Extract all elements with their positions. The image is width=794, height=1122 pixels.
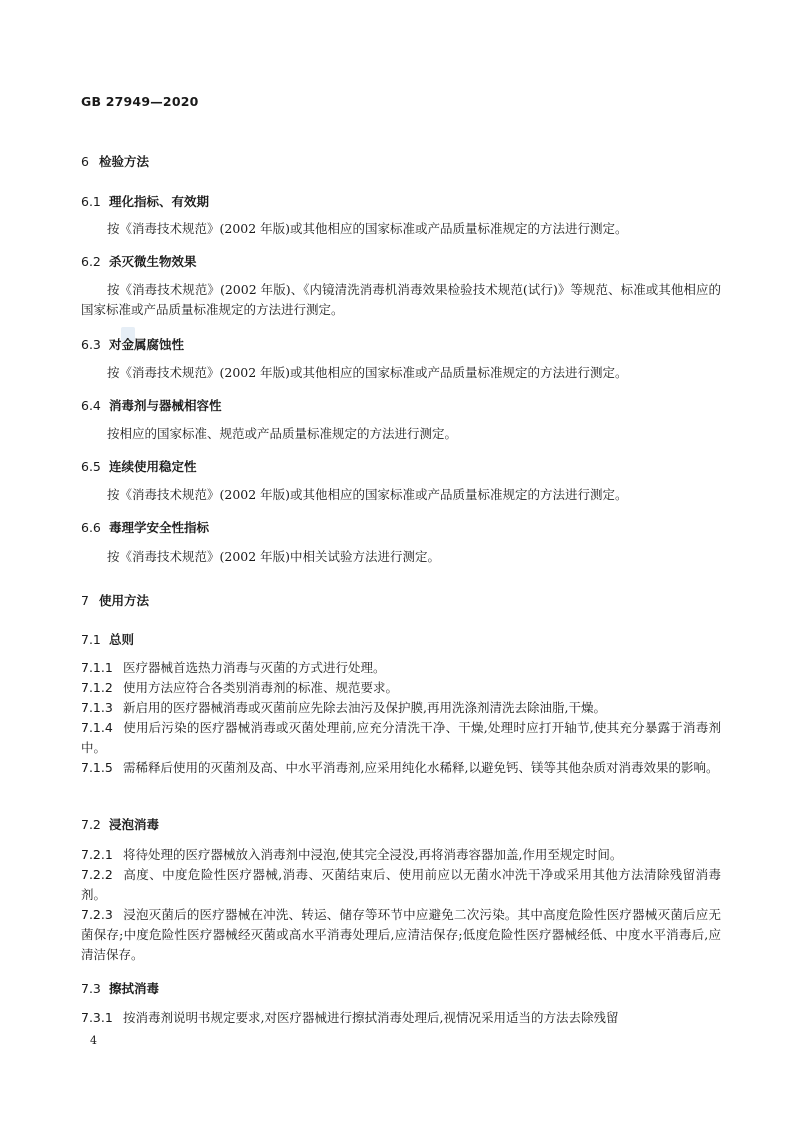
clause-7-1-1: [81, 658, 721, 678]
clause-7-2-1: [81, 845, 721, 865]
section-number: 6.3: [81, 337, 101, 352]
section-6-1-heading: [81, 192, 209, 210]
section-title: 对金属腐蚀性: [109, 337, 185, 352]
section-title: 浸泡消毒: [109, 817, 160, 832]
clause-7-2-3: [81, 905, 721, 965]
clause-text: 使用后污染的医疗器械消毒或灭菌处理前,应充分清洗干净、干燥,处理时应打开轴节,使其充分暴露于消毒剂中。: [81, 720, 721, 755]
section-number: 6.1: [81, 194, 101, 209]
section-title: 毒理学安全性指标: [109, 520, 210, 535]
section-7-1-heading: [81, 630, 134, 648]
clause-text: 医疗器械首选热力消毒与灭菌的方式进行处理。: [123, 660, 386, 675]
section-6-5-heading: [81, 457, 197, 475]
section-title: 杀灭微生物效果: [109, 254, 197, 269]
section-6-5-body: 按《消毒技术规范》(2002 年版)或其他相应的国家标准或产品质量标准规定的方法进行测定。: [107, 487, 628, 502]
section-6-heading: [81, 152, 149, 170]
clause-text: 按消毒剂说明书规定要求,对医疗器械进行擦拭消毒处理后,视情况采用适当的方法去除残留: [123, 1010, 619, 1025]
section-7-heading: [81, 591, 149, 609]
section-6-2-body: 按《消毒技术规范》(2002 年版)、《内镜清洗消毒机消毒效果检验技术规范(试行)》等规范、标准或其他相应的国家标准或产品质量标准规定的方法进行测定。: [81, 282, 721, 317]
clause-number: 7.1.1: [81, 660, 113, 675]
section-number: 7: [81, 593, 89, 608]
section-6-6-body: 按《消毒技术规范》(2002 年版)中相关试验方法进行测定。: [107, 549, 441, 564]
section-number: 7.2: [81, 817, 101, 832]
clause-number: 7.1.4: [81, 720, 113, 735]
clause-7-1-2: [81, 678, 721, 698]
clause-7-1-4: [81, 718, 721, 758]
clause-text: 需稀释后使用的灭菌剂及高、中水平消毒剂,应采用纯化水稀释,以避免钙、镁等其他杂质对消毒效果的影响。: [123, 760, 719, 775]
section-number: 7.1: [81, 632, 101, 647]
clause-number: 7.2.1: [81, 847, 113, 862]
clause-number: 7.1.3: [81, 700, 113, 715]
section-number: 7.3: [81, 981, 101, 996]
section-number: 6.5: [81, 459, 101, 474]
section-title: 擦拭消毒: [109, 981, 160, 996]
clause-text: 使用方法应符合各类别消毒剂的标准、规范要求。: [123, 680, 399, 695]
section-6-1-body: 按《消毒技术规范》(2002 年版)或其他相应的国家标准或产品质量标准规定的方法进行测定。: [107, 221, 628, 236]
clause-7-3-1: [81, 1008, 721, 1028]
section-6-4-heading: [81, 396, 222, 414]
clause-7-1-5: [81, 758, 721, 778]
clause-number: 7.2.3: [81, 907, 113, 922]
page-number: 4: [90, 1034, 97, 1047]
section-title: 总则: [109, 632, 135, 647]
section-6-3-heading: [81, 335, 184, 353]
section-title: 使用方法: [99, 593, 150, 608]
section-number: 6: [81, 154, 89, 169]
section-number: 6.6: [81, 520, 101, 535]
section-number: 6.2: [81, 254, 101, 269]
clause-text: 将待处理的医疗器械放入消毒剂中浸泡,使其完全浸没,再将消毒容器加盖,作用至规定时间。: [123, 847, 623, 862]
section-6-4-body: 按相应的国家标准、规范或产品质量标准规定的方法进行测定。: [107, 426, 458, 441]
clause-number: 7.2.2: [81, 867, 113, 882]
clause-text: 浸泡灭菌后的医疗器械在冲洗、转运、储存等环节中应避免二次污染。其中高度危险性医疗器械灭菌后应无菌保存;中度危险性医疗器械经灭菌或高水平消毒处理后,应清洁保存;低度危险性医疗器械经低、中度水平消毒后,应清洁保存。: [81, 907, 721, 962]
section-title: 连续使用稳定性: [109, 459, 197, 474]
section-title: 检验方法: [99, 154, 150, 169]
section-6-3-body: 按《消毒技术规范》(2002 年版)或其他相应的国家标准或产品质量标准规定的方法进行测定。: [107, 365, 628, 380]
section-number: 6.4: [81, 398, 101, 413]
clause-number: 7.1.2: [81, 680, 113, 695]
clause-text: 新启用的医疗器械消毒或灭菌前应先除去油污及保护膜,再用洗涤剂清洗去除油脂,干燥。: [123, 700, 606, 715]
clause-7-2-2: [81, 865, 721, 905]
standard-code: GB 27949—2020: [81, 94, 199, 109]
section-6-2-heading: [81, 252, 197, 270]
section-7-2-heading: [81, 815, 159, 833]
clause-7-1-3: [81, 698, 721, 718]
section-7-3-heading: [81, 979, 159, 997]
section-title: 理化指标、有效期: [109, 194, 210, 209]
section-title: 消毒剂与器械相容性: [109, 398, 222, 413]
clause-text: 高度、中度危险性医疗器械,消毒、灭菌结束后、使用前应以无菌水冲洗干净或采用其他方法清除残留消毒剂。: [81, 867, 721, 902]
clause-number: 7.1.5: [81, 760, 113, 775]
clause-number: 7.3.1: [81, 1010, 113, 1025]
section-6-6-heading: [81, 518, 209, 536]
